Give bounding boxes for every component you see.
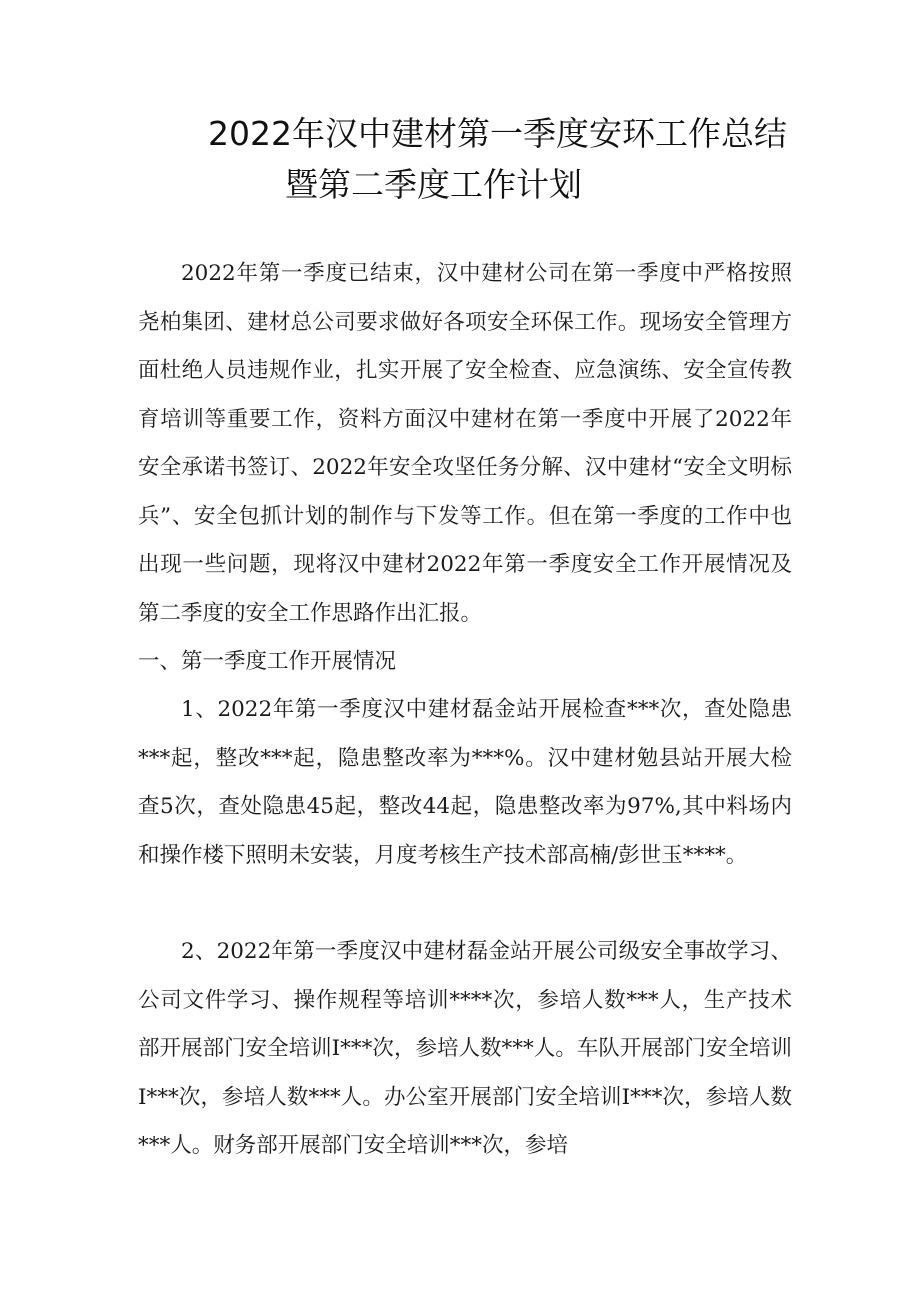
section-heading-1: 一、第一季度工作开展情况 xyxy=(138,649,397,674)
intro-paragraph: 2022年第一季度已结束，汉中建材公司在第一季度中严格按照尧柏集团、建材总公司要求做好各项安全环保工作。现场安全管理方面杜绝人员违规作业，扎实开展了安全检查、应急演练、安全宣传教育培训等重要工作，资料方面汉中建材在第一季度中开展了2022年安全承诺书签订、2022年安全攻坚任务分解、汉中建材“安全文明标兵”、安全包抓计划的制作与下发等工作。但在第一季度的工作中也出现一些问题，现将汉中建材2022年第一季度安全工作开展情况及第二季度的安全工作思路作出汇报。 xyxy=(138,261,792,626)
document-title-line-1: 2022年汉中建材第一季度安环工作总结 xyxy=(208,114,787,153)
paragraph-item-2: 2、2022年第一季度汉中建材磊金站开展公司级安全事故学习、公司文件学习、操作规程等培训****次，参培人数***人，生产技术部开展部门安全培训I***次，参培人数***人。车队开展部门安全培训I***次，参培人数***人。办公室开展部门安全培训I***次，参培人数***人。财务部开展部门安全培训***次，参培 xyxy=(138,939,792,1158)
document-title-line-2: 暨第二季度工作计划 xyxy=(285,165,582,204)
paragraph-item-1: 1、2022年第一季度汉中建材磊金站开展检查***次，查处隐患***起，整改***起，隐患整改率为***%。汉中建材勉县站开展大检查5次，查处隐患45起，整改44起，隐患整改率为97%,其中料场内和操作楼下照明未安装，月度考核生产技术部高楠/彭世玉****。 xyxy=(138,697,792,868)
